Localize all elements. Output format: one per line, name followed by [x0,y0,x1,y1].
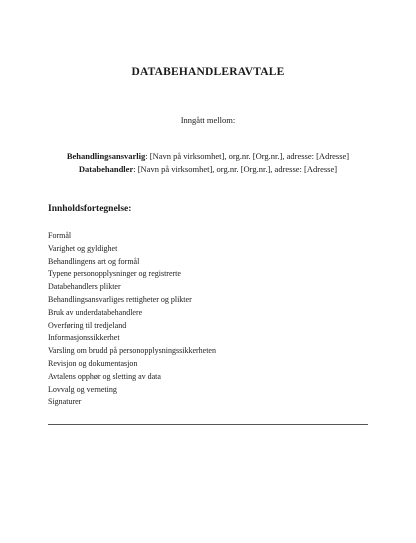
toc-item: Behandlingens art og formål [48,256,140,266]
party-controller [0,150,416,163]
toc-list [48,230,216,409]
toc-item: Varighet og gyldighet [48,243,118,253]
toc-item: Signaturer [48,397,82,407]
toc-item: Bruk av underdatabehandlere [48,307,143,317]
toc-item: Formål [48,231,72,240]
toc-item: Informasjonssikkerhet [48,333,120,343]
party-processor-label: Databehandler [78,163,134,174]
party-processor [0,163,416,176]
horizontal-divider [48,424,368,425]
toc-item: Overføring til tredjeland [48,320,127,330]
toc-item: Databehandlers plikter [48,282,121,292]
intro-text: Inngått mellom: [180,115,236,125]
toc-item: Behandlingsansvarliges rettigheter og plikter [48,294,192,304]
toc-item: Avtalens opphør og sletting av data [48,371,161,381]
party-processor-details: : [Navn på virksomhet], org.nr. [Org.nr.], adresse: [Adresse] [133,163,338,174]
party-controller-label: Behandlingsansvarlig [66,151,146,161]
document-title: DATABEHANDLERAVTALE [131,66,285,78]
toc-item: Revisjon og dokumentasjon [48,358,138,368]
toc-item: Lovvalg og verneting [48,384,117,394]
toc-item: Varsling om brudd på personopplysningssikkerheten [48,346,216,356]
parties-block [0,150,416,175]
party-controller-details: : [Navn på virksomhet], org.nr. [Org.nr.], adresse: [Adresse] [145,151,350,161]
toc-heading: Innholdsfortegnelse: [48,204,132,214]
toc-item: Typene personopplysninger og registrerte [48,269,181,279]
